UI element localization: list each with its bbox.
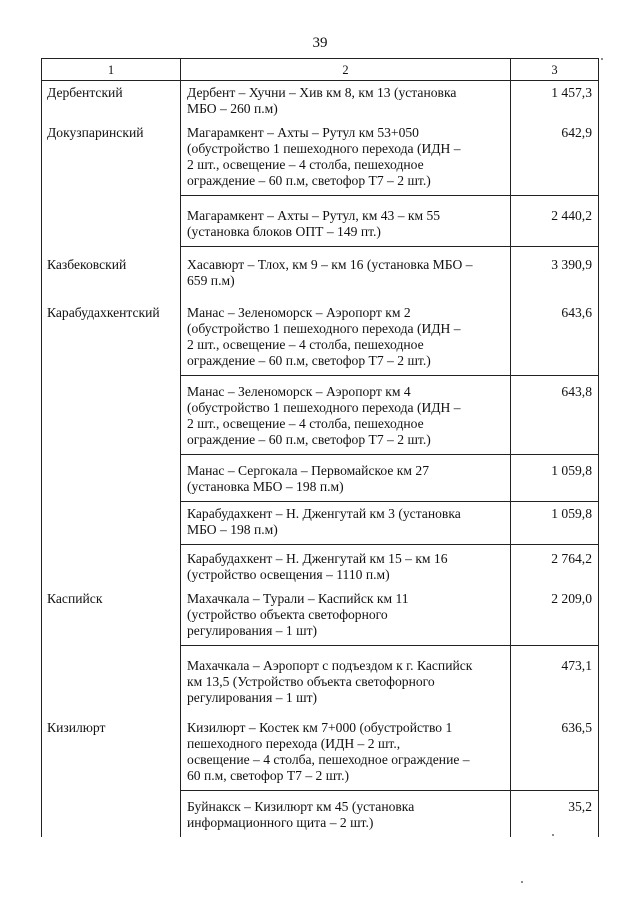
- table-row: [42, 455, 599, 502]
- description-line: (обустройство 1 пешеходного перехода (ИДН –: [187, 321, 461, 336]
- description-line: Манас – Зеленоморск – Аэропорт км 4: [187, 384, 411, 399]
- district-cell: Казбековский: [42, 247, 181, 296]
- amount-cell: 1 059,8: [511, 455, 599, 502]
- table-row: [42, 712, 599, 791]
- district-cell: Каспийск: [42, 589, 181, 646]
- description-line: (обустройство 1 пешеходного перехода (ИДН –: [187, 141, 461, 156]
- table-row: [42, 502, 599, 545]
- description-line: Махачкала – Турали – Каспийск км 11: [187, 591, 409, 606]
- object-description-cell: [181, 791, 511, 838]
- table-body: [42, 81, 599, 838]
- description-line: ограждение – 60 п.м, светофор Т7 – 2 шт.): [187, 353, 431, 368]
- column-header-2: 2: [181, 59, 511, 81]
- description-line: (установка блоков ОПТ – 149 пт.): [187, 224, 381, 239]
- description-line: 60 п.м, светофор Т7 – 2 шт.): [187, 768, 350, 783]
- description-line: км 13,5 (Устройство объекта светофорного: [187, 674, 435, 689]
- description-line: 2 шт., освещение – 4 столба, пешеходное: [187, 337, 424, 352]
- description-line: Магарамкент – Ахты – Рутул, км 43 – км 55: [187, 208, 441, 223]
- object-description-cell: [181, 196, 511, 247]
- amount-cell: 643,8: [511, 376, 599, 455]
- table-header-row: [42, 59, 599, 81]
- table-row: [42, 791, 599, 838]
- amount-cell: 2 764,2: [511, 545, 599, 590]
- description-line: 2 шт., освещение – 4 столба, пешеходное: [187, 157, 424, 172]
- description-line: 2 шт., освещение – 4 столба, пешеходное: [187, 416, 424, 431]
- district-cell: [42, 196, 181, 247]
- table-row: [42, 545, 599, 590]
- description-line: освещение – 4 столба, пешеходное ограждение –: [187, 752, 470, 767]
- description-line: (устройство освещения – 1110 п.м): [187, 567, 390, 582]
- amount-cell: 2 209,0: [511, 589, 599, 646]
- object-description-cell: [181, 376, 511, 455]
- object-description-cell: [181, 589, 511, 646]
- object-description-cell: [181, 545, 511, 590]
- district-cell: [42, 502, 181, 545]
- amount-cell: 642,9: [511, 123, 599, 196]
- table-row: [42, 123, 599, 196]
- description-line: Хасавюрт – Тлох, км 9 – км 16 (установка МБО –: [187, 257, 473, 272]
- table-row: [42, 81, 599, 124]
- description-line: Дербент – Хучни – Хив км 8, км 13 (установка: [187, 85, 457, 100]
- amount-cell: 1 457,3: [511, 81, 599, 124]
- district-cell: Докузпаринский: [42, 123, 181, 196]
- object-description-cell: [181, 295, 511, 376]
- description-line: (установка МБО – 198 п.м): [187, 479, 344, 494]
- description-line: Махачкала – Аэропорт с подъездом к г. Каспийск: [187, 658, 473, 673]
- table-row: [42, 295, 599, 376]
- district-cell: [42, 376, 181, 455]
- description-line: Магарамкент – Ахты – Рутул км 53+050: [187, 125, 419, 140]
- scan-speck: [552, 834, 554, 836]
- scan-speck: [521, 881, 523, 883]
- description-line: Карабудахкент – Н. Дженгутай км 3 (установка: [187, 506, 461, 521]
- table-row: [42, 376, 599, 455]
- object-description-cell: [181, 455, 511, 502]
- table-row: [42, 589, 599, 646]
- object-description-cell: [181, 247, 511, 296]
- description-line: Кизилюрт – Костек км 7+000 (обустройство 1: [187, 720, 453, 735]
- amount-cell: 1 059,8: [511, 502, 599, 545]
- description-line: регулирования – 1 шт): [187, 623, 318, 638]
- object-description-cell: [181, 712, 511, 791]
- object-description-cell: [181, 502, 511, 545]
- description-line: Манас – Зеленоморск – Аэропорт км 2: [187, 305, 411, 320]
- district-cell: Карабудахкентский: [42, 295, 181, 376]
- description-line: МБО – 260 п.м): [187, 101, 278, 116]
- table-row: [42, 247, 599, 296]
- page-number: 39: [312, 35, 328, 51]
- description-line: информационного щита – 2 шт.): [187, 815, 374, 830]
- description-line: регулирования – 1 шт): [187, 690, 318, 705]
- amount-cell: 636,5: [511, 712, 599, 791]
- budget-table: [41, 58, 599, 837]
- district-cell: [42, 791, 181, 838]
- object-description-cell: [181, 81, 511, 124]
- description-line: ограждение – 60 п.м, светофор Т7 – 2 шт.): [187, 173, 431, 188]
- table-row: [42, 196, 599, 247]
- column-header-3: 3: [511, 59, 599, 81]
- district-cell: Дербентский: [42, 81, 181, 124]
- scan-speck: [601, 58, 603, 60]
- amount-cell: 2 440,2: [511, 196, 599, 247]
- description-line: 659 п.м): [187, 273, 235, 288]
- column-header-1: 1: [42, 59, 181, 81]
- description-line: Карабудахкент – Н. Дженгутай км 15 – км 16: [187, 551, 448, 566]
- object-description-cell: [181, 646, 511, 713]
- object-description-cell: [181, 123, 511, 196]
- district-cell: Кизилюрт: [42, 712, 181, 791]
- description-line: (устройство объекта светофорного: [187, 607, 388, 622]
- district-cell: [42, 545, 181, 590]
- district-cell: [42, 455, 181, 502]
- description-line: пешеходного перехода (ИДН – 2 шт.,: [187, 736, 401, 751]
- amount-cell: 643,6: [511, 295, 599, 376]
- amount-cell: 473,1: [511, 646, 599, 713]
- amount-cell: 35,2: [511, 791, 599, 838]
- description-line: Буйнакск – Кизилюрт км 45 (установка: [187, 799, 415, 814]
- amount-cell: 3 390,9: [511, 247, 599, 296]
- district-cell: [42, 646, 181, 713]
- table-row: [42, 646, 599, 713]
- description-line: Манас – Сергокала – Первомайское км 27: [187, 463, 429, 478]
- description-line: (обустройство 1 пешеходного перехода (ИДН –: [187, 400, 461, 415]
- description-line: МБО – 198 п.м): [187, 522, 278, 537]
- description-line: ограждение – 60 п.м, светофор Т7 – 2 шт.): [187, 432, 431, 447]
